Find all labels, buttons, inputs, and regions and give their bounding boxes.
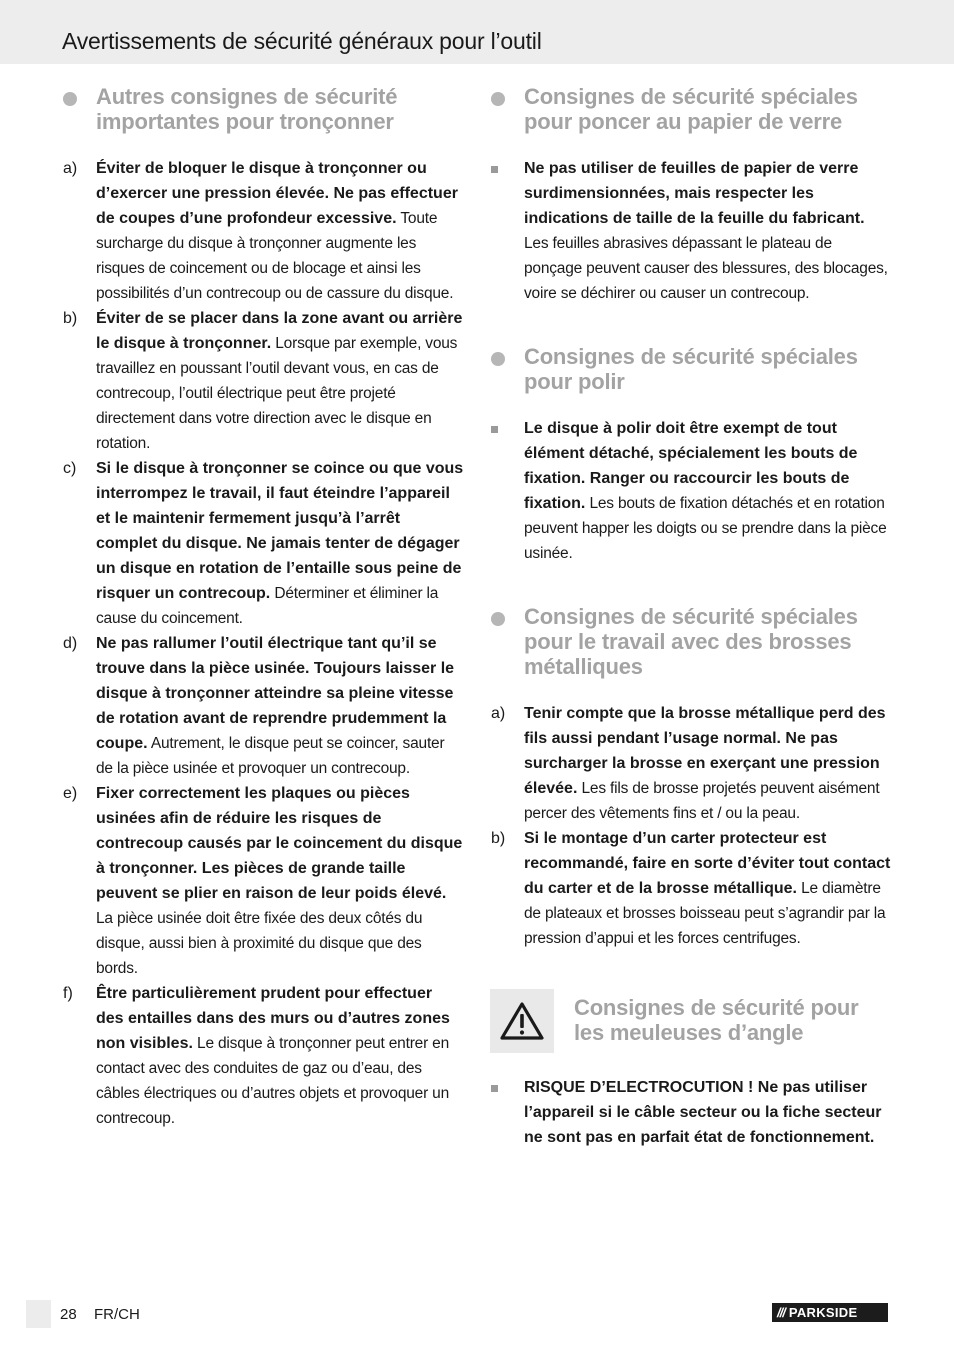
list-item [62, 631, 464, 781]
square-bullet-icon [491, 166, 498, 173]
item-bold-text: Le disque à polir doit être exempt de tout élément détaché, spécialement les bouts de fixation. Ranger ou raccourcir les bouts de fixation. [524, 420, 858, 512]
item-text: Lorsque par exemple, vous travaillez en poussant l’outil devant vous, en cas de contrecoup, l’outil électrique peut être projeté directement dans votre direction avec le disque en rotation. [96, 335, 458, 452]
item-bold-text: Si le montage d’un carter protecteur est recommandé, faire en sorte d’éviter tout contact du carter et de la brosse métallique. [524, 830, 891, 897]
list-item [62, 306, 464, 456]
item-bold-text: Si le disque à tronçonner se coince ou que vous interrompez le travail, il faut éteindre l’appareil et le maintenir fermement jusqu’à l’arrêt complet du disque. Ne jamais tenter de dégager un disque en rotation de l’entaille sous peine de risquer un contrecoup. [96, 460, 464, 602]
item-bold-text: Ne pas utiliser de feuilles de papier de verre surdimensionnées, mais respecter les indications de taille de la feuille du fabricant. [524, 160, 865, 227]
section-heading-angle-grinder [490, 989, 892, 1053]
right-column [490, 84, 892, 1150]
item-text: Les feuilles abrasives dépassant le plateau de ponçage peuvent causer des blessures, des blocages, voire se déchirer ou causer un contrecoup. [524, 235, 888, 302]
section-title: Autres consignes de sécurité importantes pour tronçonner [96, 84, 398, 134]
item-bold-text: Éviter de se placer dans la zone avant ou arrière le disque à tronçonner. [96, 310, 463, 352]
list-item [490, 1075, 892, 1150]
bullet-icon [491, 352, 505, 366]
square-bullet-icon [491, 1085, 498, 1092]
list-item [490, 701, 892, 826]
item-bold-text: RISQUE D’ELECTROCUTION ! Ne pas utiliser l’appareil si le câble secteur ou la fiche secteur ne sont pas en parfait état de fonctionnement. [524, 1079, 882, 1146]
item-marker: b) [63, 310, 78, 327]
item-text: Le diamètre de plateaux et brosses boisseau peut s’agrandir par la pression d’appui et les forces centrifuges. [524, 880, 886, 947]
item-marker: f) [63, 985, 73, 1002]
item-marker: a) [491, 705, 506, 722]
item-marker: d) [63, 635, 78, 652]
bullet-icon [491, 612, 505, 626]
section-title: Consignes de sécurité spéciales pour le travail avec des brosses métalliques [524, 604, 858, 679]
item-bold-text: Éviter de bloquer le disque à tronçonner ou d’exercer une pression élevée. Ne pas effectuer de coupes d’une profondeur excessive. [96, 160, 458, 227]
section-heading-wire-brush [490, 604, 892, 679]
language-code: FR/CH [94, 1306, 140, 1323]
item-text: Les fils de brosse projetés peuvent aisément percer des vêtements fins et / ou la peau. [524, 780, 880, 822]
list-item [490, 826, 892, 951]
section-heading-polishing [490, 344, 892, 394]
list-item [490, 156, 892, 306]
list-item [62, 456, 464, 631]
warning-icon [490, 989, 554, 1053]
page-title: Avertissements de sécurité généraux pour l’outil [62, 28, 542, 54]
item-marker: e) [63, 785, 78, 802]
section-title: Consignes de sécurité spéciales pour poncer au papier de verre [524, 84, 858, 134]
list-item [490, 416, 892, 566]
square-bullet-icon [491, 426, 498, 433]
item-marker: a) [63, 160, 78, 177]
item-marker: c) [63, 460, 77, 477]
item-bold-text: Ne pas rallumer l’outil électrique tant qu’il se trouve dans la pièce usinée. Toujours laisser le disque à tronçonner atteindre sa pleine vitesse de rotation avant de reprendre prudemment la coupe. [96, 635, 455, 752]
section-title: Consignes de sécurité pour les meuleuses d’angle [574, 995, 859, 1045]
item-text: Les bouts de fixation détachés et en rotation peuvent happer les doigts ou se prendre dans la pièce usinée. [524, 495, 887, 562]
brand-logo [772, 1303, 888, 1322]
item-bold-text: Fixer correctement les plaques ou pièces usinées afin de réduire les risques de contrecoup causés par le coincement du disque à tronçonner. Les pièces de grande taille peuvent se plier en raison de leur poids élevé. [96, 785, 463, 902]
list-item [62, 981, 464, 1131]
page-header [0, 0, 954, 64]
section-title: Consignes de sécurité spéciales pour polir [524, 344, 858, 394]
item-text: Toute surcharge du disque à tronçonner augmente les risques de coincement ou de blocage et ainsi les possibilités d’un contrecoup ou de cassure du disque. [96, 210, 454, 302]
item-bold-text: Tenir compte que la brosse métallique perd des fils aussi pendant l’usage normal. Ne pas surcharger la brosse en exerçant une pression élevée. [524, 705, 886, 797]
list-item [62, 781, 464, 981]
section-heading-sanding [490, 84, 892, 134]
item-text: Le disque à tronçonner peut entrer en contact avec des conduites de gaz ou d’eau, des câbles électriques ou d’autres objets et provoquer un contrecoup. [96, 1035, 450, 1127]
list-item [62, 156, 464, 306]
item-text: La pièce usinée doit être fixée des deux côtés du disque, aussi bien à proximité du disque que des bords. [96, 910, 423, 977]
item-bold-text: Être particulièrement prudent pour effectuer des entailles dans des murs ou d’autres zones non visibles. [96, 985, 450, 1052]
item-marker: b) [491, 830, 506, 847]
footer-box [26, 1300, 51, 1328]
item-text: Autrement, le disque peut se coincer, sauter de la pièce usinée et provoquer un contrecoup. [96, 735, 445, 777]
page-number: 28 [60, 1306, 77, 1323]
section-heading-cutting [62, 84, 464, 134]
bullet-icon [491, 92, 505, 106]
left-column [62, 84, 464, 1131]
item-text: Déterminer et éliminer la cause du coincement. [96, 585, 439, 627]
brand-name: PARKSIDE [788, 1305, 858, 1320]
bullet-icon [63, 92, 77, 106]
brand-mark: /// [777, 1305, 785, 1320]
